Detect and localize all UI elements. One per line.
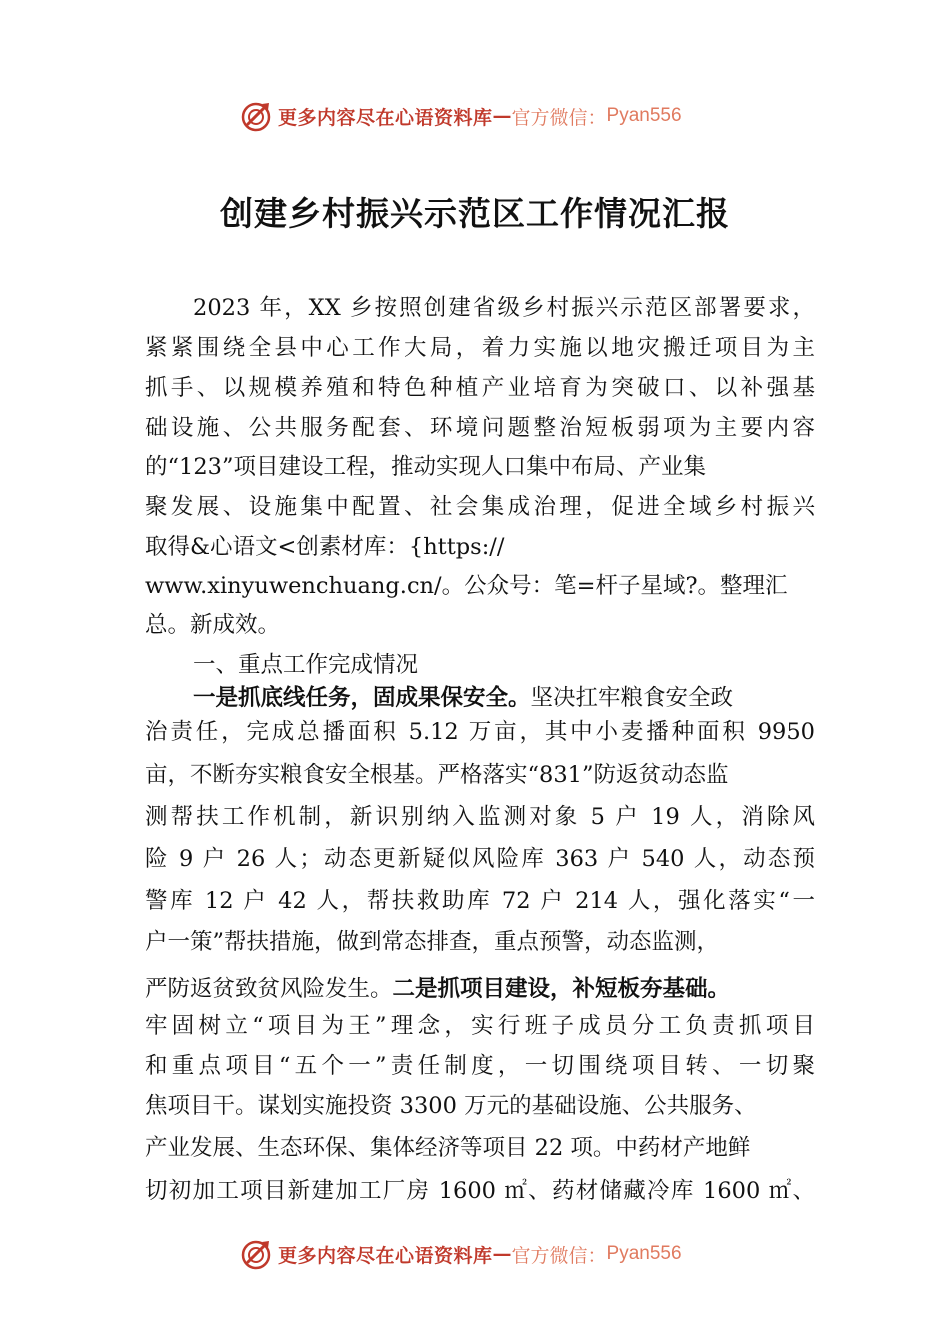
library-logo-icon bbox=[238, 98, 274, 134]
line-rest: 坚决扛牢粮食安全政 bbox=[530, 685, 734, 711]
banner-wechat-label: 官方微信： bbox=[511, 1244, 607, 1267]
library-logo-icon bbox=[238, 1236, 274, 1272]
banner-separator: — bbox=[492, 105, 512, 127]
paragraph-line: 总。新成效。 bbox=[145, 612, 281, 638]
paragraph-line: 取得&心语文<创素材库：{https:// bbox=[145, 534, 505, 560]
banner-wechat-id: Pyan556 bbox=[606, 105, 682, 126]
banner-wechat-id: Pyan556 bbox=[606, 1243, 682, 1264]
paragraph-line: 警库 12 户 42 人，帮扶救助库 72 户 214 人，强化落实“一 bbox=[145, 888, 815, 914]
section-heading: 一、重点工作完成情况 bbox=[193, 652, 419, 678]
footer-watermark-banner bbox=[0, 1234, 950, 1274]
paragraph-line: 切初加工项目新建加工厂房 1600 ㎡、药材储藏冷库 1600 ㎡、 bbox=[145, 1178, 815, 1204]
paragraph-line: 户一策”帮扶措施，做到常态排查，重点预警，动态监测， bbox=[145, 929, 720, 955]
banner-library-text: 更多内容尽在心语资料库 bbox=[278, 106, 493, 129]
paragraph-line: 亩，不断夯实粮食安全根基。严格落实“831”防返贫动态监 bbox=[145, 762, 729, 788]
paragraph-line bbox=[145, 969, 730, 1009]
paragraph-line: 紧紧围绕全县中心工作大局，着力实施以地灾搬迁项目为主 bbox=[145, 335, 815, 361]
banner-library-text: 更多内容尽在心语资料库 bbox=[278, 1244, 493, 1267]
banner-separator: — bbox=[492, 1243, 512, 1265]
paragraph-line: 牢固树立“项目为王”理念，实行班子成员分工负责抓项目 bbox=[145, 1013, 815, 1039]
banner-wechat-label: 官方微信： bbox=[511, 106, 607, 129]
line-start: 严防返贫致贫风险发生。 bbox=[145, 976, 393, 1002]
paragraph-line: 和重点项目“五个一”责任制度，一切围绕项目转、一切聚 bbox=[145, 1053, 815, 1079]
paragraph-line: 础设施、公共服务配套、环境问题整治短板弱项为主要内容 bbox=[145, 415, 815, 441]
header-watermark-banner bbox=[0, 96, 950, 136]
bold-lead-second: 二是抓项目建设，补短板夯基础。 bbox=[392, 976, 731, 1002]
paragraph-line: 产业发展、生态环保、集体经济等项目 22 项。中药材产地鲜 bbox=[145, 1135, 751, 1161]
paragraph-line: www.xinyuwenchuang.cn/。公众号：笔=杆子星域?。整理汇 bbox=[145, 573, 788, 599]
paragraph-line: 测帮扶工作机制，新识别纳入监测对象 5 户 19 人，消除风 bbox=[145, 804, 815, 830]
paragraph-line: 的“123”项目建设工程，推动实现人口集中布局、产业集 bbox=[145, 454, 706, 480]
bold-lead-first: 一是抓底线任务，固成果保安全。 bbox=[193, 685, 531, 711]
paragraph-line: 焦项目干。谋划实施投资 3300 万元的基础设施、公共服务、 bbox=[145, 1093, 757, 1119]
paragraph-line: 抓手、以规模养殖和特色种植产业培育为突破口、以补强基 bbox=[145, 375, 815, 401]
paragraph-line: 治责任，完成总播面积 5.12 万亩，其中小麦播种面积 9950 bbox=[145, 719, 815, 745]
document-title: 创建乡村振兴示范区工作情况汇报 bbox=[220, 194, 730, 233]
paragraph-line: 聚发展、设施集中配置、社会集成治理，促进全域乡村振兴 bbox=[145, 494, 815, 520]
paragraph-line: 险 9 户 26 人；动态更新疑似风险库 363 户 540 人，动态预 bbox=[145, 846, 815, 872]
paragraph-line: 2023 年，XX 乡按照创建省级乡村振兴示范区部署要求， bbox=[193, 295, 815, 321]
